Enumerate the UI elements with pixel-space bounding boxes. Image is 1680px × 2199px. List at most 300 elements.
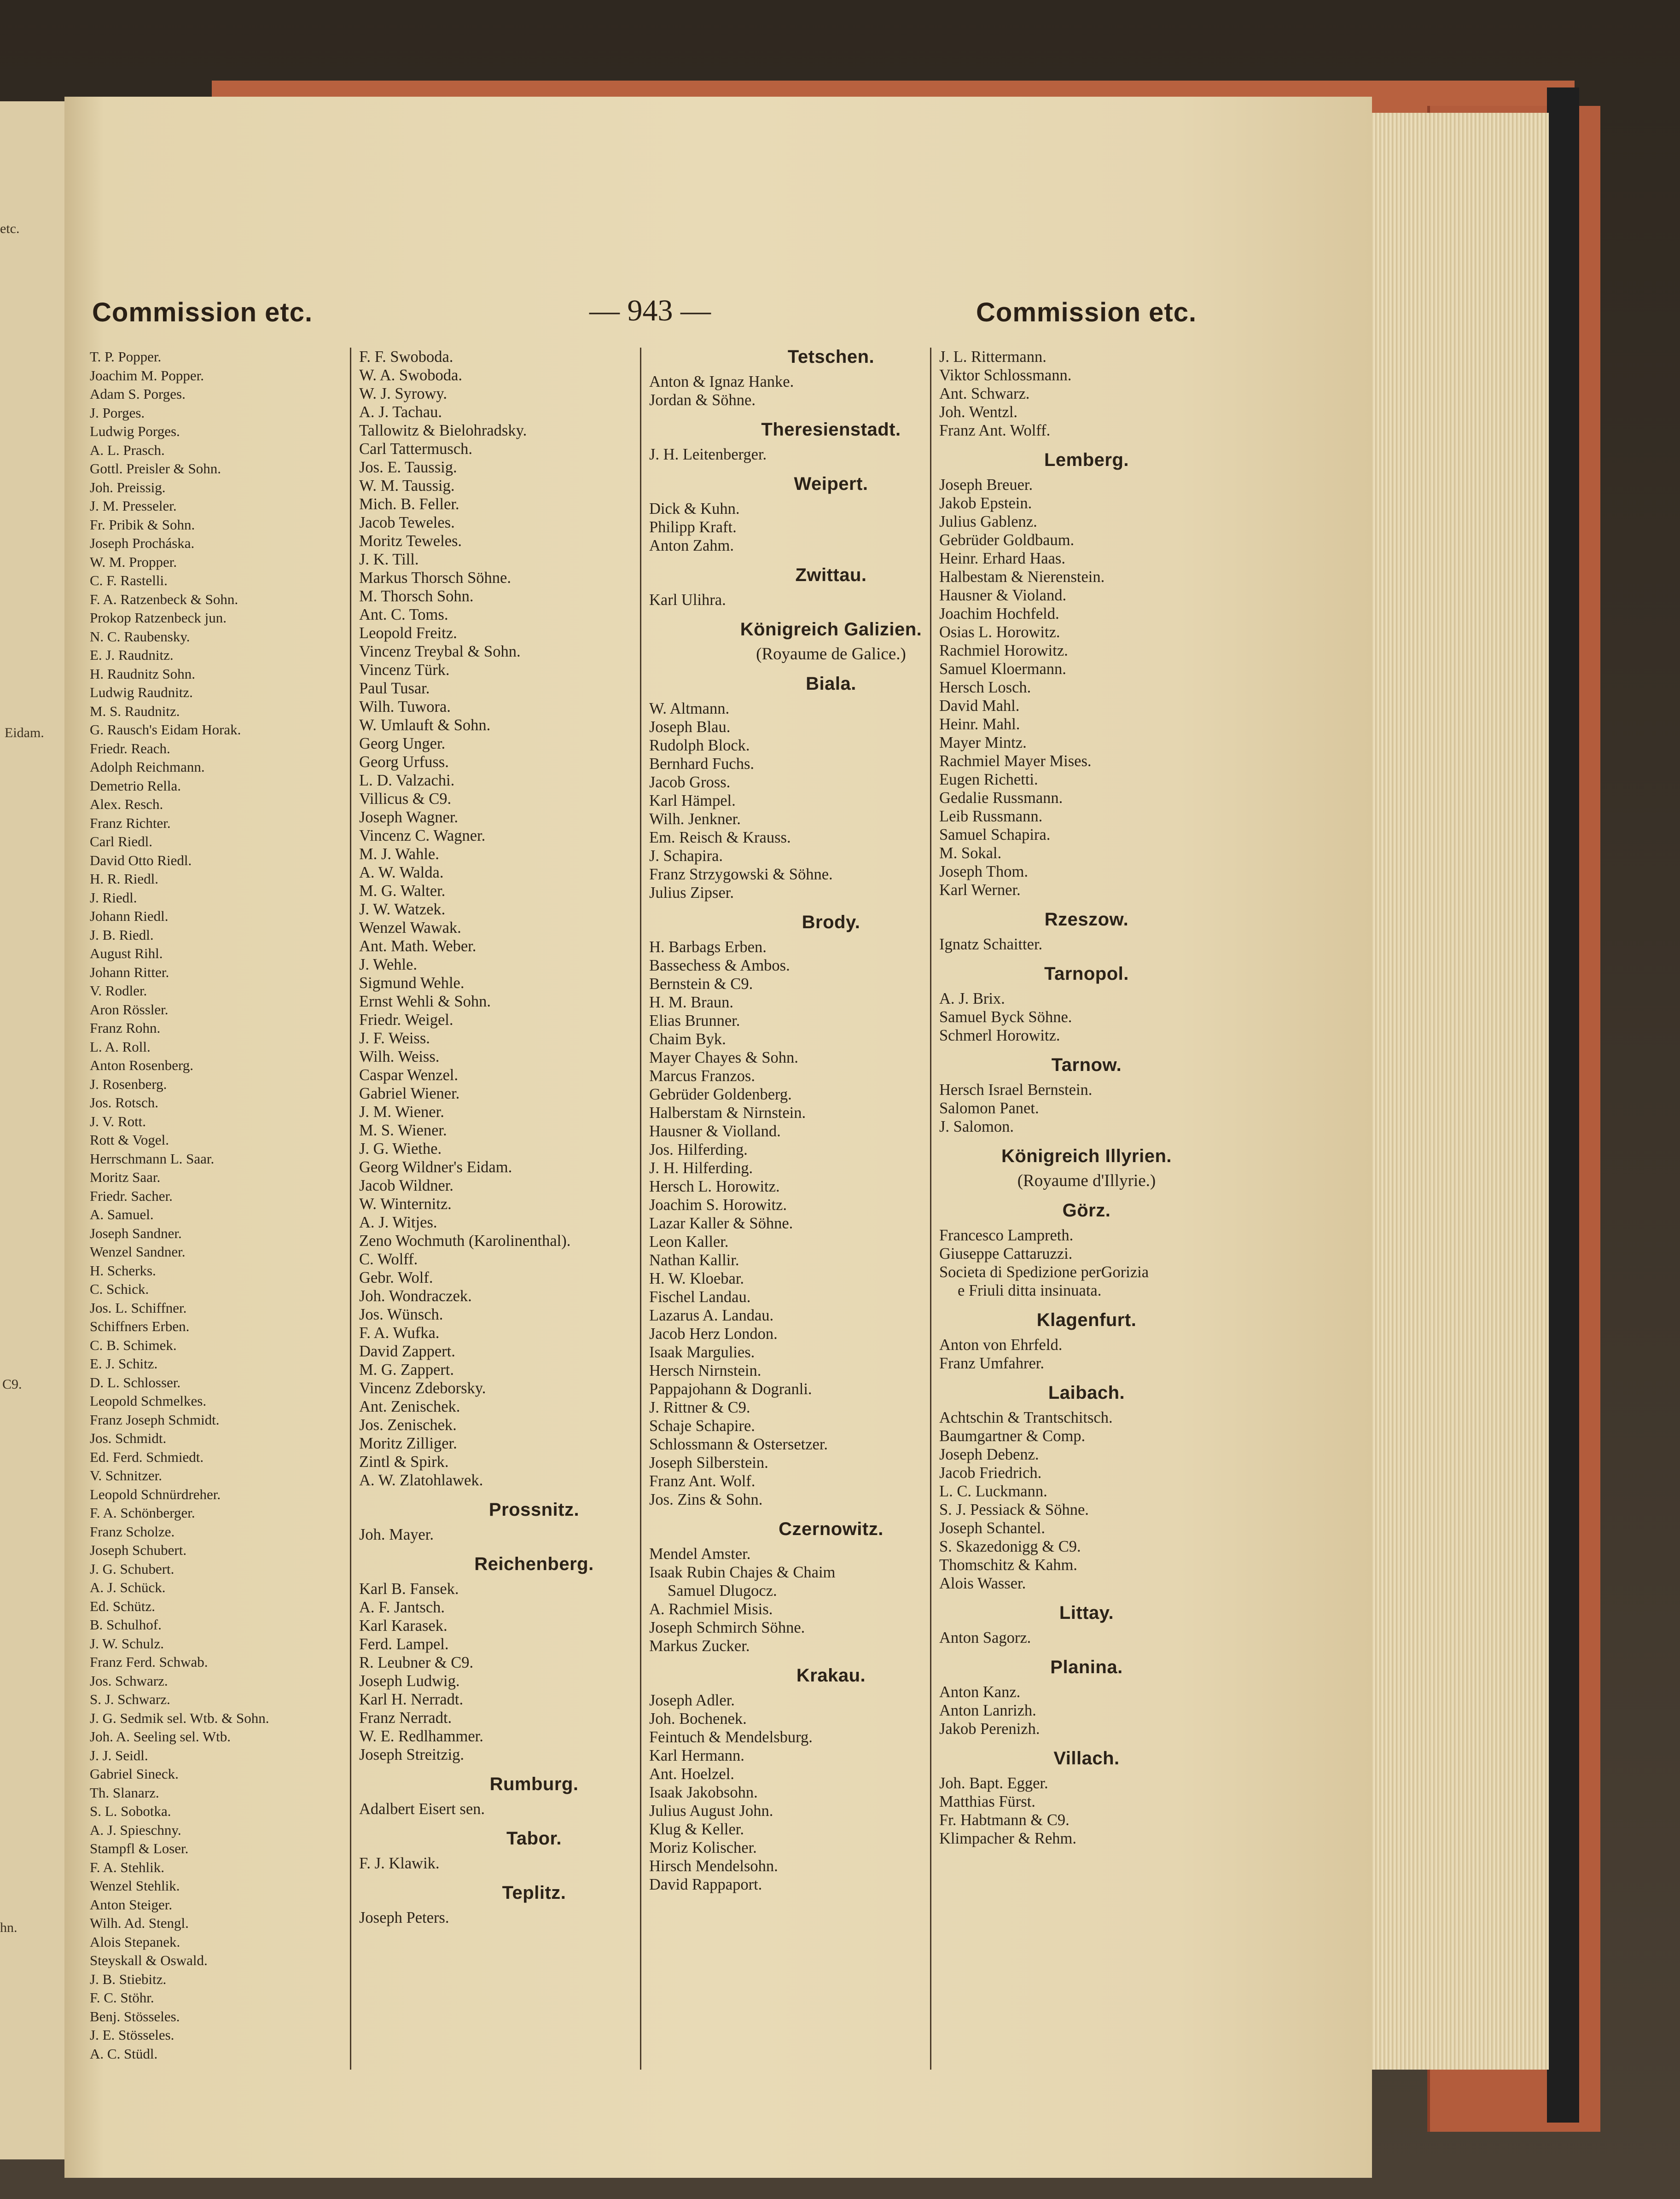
directory-entry: G. Rausch's Eidam Horak.: [90, 721, 241, 738]
page-number: — 943 —: [589, 294, 711, 327]
directory-entry: Anton Lanrizh.: [939, 1702, 1036, 1719]
directory-entry: Hersch Israel Bernstein.: [939, 1081, 1093, 1099]
directory-entry: L. A. Roll.: [90, 1038, 151, 1055]
column-4: [939, 348, 1234, 1848]
directory-entry: W. M. Taussig.: [359, 477, 455, 494]
directory-entry: Mayer Chayes & Sohn.: [649, 1049, 798, 1066]
directory-entry: Franz Richter.: [90, 814, 171, 831]
directory-entry: Adolph Reichmann.: [90, 759, 205, 775]
directory-entry: J. H. Hilferding.: [649, 1159, 753, 1177]
directory-entry: J. V. Rott.: [90, 1113, 146, 1129]
directory-entry: Jacob Teweles.: [359, 514, 455, 531]
directory-entry: Elias Brunner.: [649, 1012, 740, 1030]
region-heading: Königreich Galizien.: [740, 619, 922, 640]
directory-entry: Schlossmann & Ostersetzer.: [649, 1436, 828, 1453]
directory-entry: Wenzel Stehlik.: [90, 1878, 180, 1894]
directory-entry: Ludwig Porges.: [90, 423, 180, 439]
directory-entry: Jacob Wildner.: [359, 1177, 453, 1194]
directory-entry: Hersch L. Horowitz.: [649, 1178, 780, 1195]
directory-entry: Ludwig Raudnitz.: [90, 684, 193, 700]
book-spine-edge: [1547, 87, 1579, 2123]
directory-entry: M. G. Zappert.: [359, 1361, 454, 1379]
directory-entry: Lazarus A. Landau.: [649, 1307, 774, 1324]
directory-entry: Julius Zipser.: [649, 884, 734, 902]
directory-entry: Joh. Wentzl.: [939, 403, 1018, 421]
directory-entry: Gebrüder Goldbaum.: [939, 531, 1075, 549]
directory-entry: J. W. Watzek.: [359, 901, 446, 918]
directory-entry: J. G. Wiethe.: [359, 1140, 442, 1158]
directory-entry: A. J. Schück.: [90, 1579, 166, 1595]
directory-entry: J. Schapira.: [649, 847, 723, 865]
directory-entry: Feintuch & Mendelsburg.: [649, 1728, 813, 1746]
city-heading: Planina.: [1050, 1657, 1123, 1677]
directory-entry: Wenzel Wawak.: [359, 919, 461, 937]
directory-entry: Jos. L. Schiffner.: [90, 1299, 187, 1316]
directory-entry: C. B. Schimek.: [90, 1337, 177, 1353]
directory-entry: E. J. Raudnitz.: [90, 647, 174, 663]
directory-entry: Joseph Schantel.: [939, 1519, 1045, 1537]
directory-entry: Fr. Habtmann & C9.: [939, 1811, 1070, 1829]
directory-entry: Fr. Pribik & Sohn.: [90, 516, 195, 533]
directory-entry: A. J. Witjes.: [359, 1214, 437, 1231]
directory-entry: Franz Ferd. Schwab.: [90, 1654, 208, 1670]
directory-entry: Schiffners Erben.: [90, 1318, 190, 1334]
directory-entry: Carl Tattermusch.: [359, 440, 473, 458]
directory-entry: W. Winternitz.: [359, 1195, 452, 1213]
directory-entry: Joh. Bapt. Egger.: [939, 1774, 1048, 1792]
directory-entry: Demetrio Rella.: [90, 777, 181, 794]
margin-text: C9.: [2, 1377, 22, 1392]
directory-entry: S. L. Sobotka.: [90, 1803, 171, 1819]
directory-entry: Ant. Hoelzel.: [649, 1765, 734, 1783]
directory-entry: Hersch Losch.: [939, 679, 1031, 696]
directory-entry: Johann Riedl.: [90, 908, 169, 924]
directory-entry: B. Schulhof.: [90, 1617, 162, 1633]
directory-entry: Aron Rössler.: [90, 1001, 169, 1018]
directory-entry: Isaak Rubin Chajes & Chaim: [649, 1564, 836, 1581]
directory-entry: Jos. Wünsch.: [359, 1306, 443, 1323]
directory-entry: Rott & Vogel.: [90, 1132, 169, 1148]
directory-entry: V. Schnitzer.: [90, 1467, 162, 1483]
directory-entry: R. Leubner & C9.: [359, 1654, 474, 1671]
directory-entry: F. A. Wufka.: [359, 1324, 440, 1342]
directory-entry: Joachim Hochfeld.: [939, 605, 1059, 622]
directory-entry: Anton Zahm.: [649, 537, 734, 554]
directory-entry: Markus Zucker.: [649, 1637, 750, 1655]
directory-entry: Leib Russmann.: [939, 808, 1043, 825]
directory-entry: Francesco Lampreth.: [939, 1227, 1074, 1244]
directory-entry: J. B. Stiebitz.: [90, 1971, 167, 1987]
directory-entry: C. Schick.: [90, 1281, 149, 1297]
directory-entry: Vincenz Zdeborsky.: [359, 1379, 486, 1397]
running-head-right: Commission etc.: [976, 297, 1197, 327]
directory-entry: Paul Tusar.: [359, 680, 430, 697]
directory-entry: Jos. Zins & Sohn.: [649, 1491, 763, 1508]
directory-entry: Joh. Wondraczek.: [359, 1287, 472, 1305]
directory-entry: T. P. Popper.: [90, 349, 162, 365]
directory-entry: J. W. Schulz.: [90, 1635, 164, 1652]
directory-entry: W. E. Redlhammer.: [359, 1728, 483, 1745]
directory-entry: Hausner & Violand.: [939, 587, 1067, 604]
directory-entry: Joseph Peters.: [359, 1909, 449, 1926]
directory-entry: Gabriel Sineck.: [90, 1766, 179, 1782]
directory-entry: Karl Karasek.: [359, 1617, 448, 1635]
directory-entry: Jacob Friedrich.: [939, 1464, 1042, 1482]
directory-entry: Samuel Dlugocz.: [668, 1582, 777, 1600]
directory-entry: F. F. Swoboda.: [359, 348, 453, 366]
directory-entry: Samuel Schapira.: [939, 826, 1051, 844]
directory-entry: Em. Reisch & Krauss.: [649, 829, 791, 846]
directory-entry: V. Rodler.: [90, 983, 147, 999]
directory-entry: Karl B. Fansek.: [359, 1580, 459, 1598]
directory-entry: Wilh. Weiss.: [359, 1048, 440, 1065]
directory-entry: J. E. Stösseles.: [90, 2027, 174, 2043]
directory-entry: Thomschitz & Kahm.: [939, 1556, 1077, 1574]
directory-entry: J. K. Till.: [359, 551, 419, 568]
directory-entry: Franz Strzygowski & Söhne.: [649, 866, 833, 883]
directory-entry: Bernstein & C9.: [649, 975, 753, 993]
city-heading: Rzeszow.: [1044, 909, 1129, 930]
directory-entry: Moriz Kolischer.: [649, 1839, 757, 1856]
directory-entry: Karl Hermann.: [649, 1747, 744, 1764]
city-heading: Lemberg.: [1044, 450, 1129, 470]
directory-entry: Pappajohann & Dogranli.: [649, 1380, 812, 1398]
region-subtitle: (Royaume de Galice.): [756, 645, 906, 663]
directory-entry: David Mahl.: [939, 697, 1020, 715]
directory-entry: Joh. Preissig.: [90, 479, 166, 495]
directory-entry: Markus Thorsch Söhne.: [359, 569, 511, 587]
directory-entry: H. W. Kloebar.: [649, 1270, 744, 1287]
directory-page: [64, 97, 1372, 2178]
directory-entry: Zeno Wochmuth (Karolinenthal).: [359, 1232, 571, 1250]
directory-entry: Salomon Panet.: [939, 1100, 1039, 1117]
directory-entry: Alois Stepanek.: [90, 1933, 180, 1950]
directory-entry: J. Rosenberg.: [90, 1076, 167, 1092]
directory-entry: Joseph Sandner.: [90, 1225, 182, 1241]
directory-entry: Friedr. Sacher.: [90, 1187, 173, 1204]
directory-entry: Gottl. Preisler & Sohn.: [90, 460, 221, 477]
city-heading: Biala.: [806, 674, 856, 694]
directory-entry: Friedr. Weigel.: [359, 1011, 453, 1029]
directory-entry: Jos. Hilferding.: [649, 1141, 748, 1158]
directory-entry: Joseph Thom.: [939, 863, 1028, 880]
directory-entry: H. M. Braun.: [649, 994, 734, 1011]
directory-entry: Steyskall & Oswald.: [90, 1952, 208, 1968]
directory-entry: Eugen Richetti.: [939, 771, 1038, 788]
directory-entry: A. W. Walda.: [359, 864, 444, 881]
directory-entry: J. L. Rittermann.: [939, 348, 1046, 366]
city-heading: Tetschen.: [787, 347, 875, 367]
directory-entry: M. Sokal.: [939, 844, 1002, 862]
directory-entry: Hausner & Violland.: [649, 1123, 781, 1140]
directory-entry: Halbestam & Nierenstein.: [939, 568, 1105, 586]
directory-entry: H. Barbags Erben.: [649, 938, 767, 956]
directory-entry: Hersch Nirnstein.: [649, 1362, 762, 1379]
directory-entry: Franz Rohn.: [90, 1020, 161, 1036]
directory-entry: Viktor Schlossmann.: [939, 366, 1072, 384]
directory-entry: A. J. Brix.: [939, 990, 1005, 1007]
directory-entry: Dick & Kuhn.: [649, 500, 740, 518]
city-heading: Krakau.: [796, 1665, 866, 1686]
directory-entry: Tallowitz & Bielohradsky.: [359, 422, 527, 439]
directory-entry: W. Umlauft & Sohn.: [359, 716, 491, 734]
directory-entry: Joachim M. Popper.: [90, 367, 204, 384]
directory-entry: Jakob Epstein.: [939, 494, 1032, 512]
directory-entry: Joseph Procháska.: [90, 535, 195, 551]
directory-entry: Isaak Margulies.: [649, 1344, 755, 1361]
directory-entry: Heinr. Erhard Haas.: [939, 550, 1065, 567]
directory-entry: Ignatz Schaitter.: [939, 936, 1043, 953]
directory-entry: J. B. Riedl.: [90, 926, 154, 943]
directory-entry: Joh. A. Seeling sel. Wtb.: [90, 1728, 231, 1745]
directory-entry: J. Porges.: [90, 404, 145, 421]
directory-entry: C. Wolff.: [359, 1251, 418, 1268]
directory-entry: Vincenz C. Wagner.: [359, 827, 486, 844]
directory-entry: Georg Unger.: [359, 735, 446, 752]
directory-entry: F. J. Klawik.: [359, 1855, 440, 1872]
directory-entry: August Rihl.: [90, 945, 163, 961]
directory-entry: Gedalie Russmann.: [939, 789, 1063, 807]
directory-entry: Herrschmann L. Saar.: [90, 1150, 215, 1167]
directory-entry: Adam S. Porges.: [90, 386, 186, 402]
city-heading: Tarnow.: [1051, 1055, 1122, 1075]
directory-entry: Vincenz Türk.: [359, 661, 450, 679]
directory-entry: Jacob Herz London.: [649, 1325, 778, 1343]
directory-entry: Ernst Wehli & Sohn.: [359, 993, 491, 1010]
directory-entry: Joseph Streitzig.: [359, 1746, 465, 1763]
directory-entry: M. S. Wiener.: [359, 1122, 447, 1139]
directory-entry: S. J. Schwarz.: [90, 1691, 170, 1707]
directory-entry: M. S. Raudnitz.: [90, 703, 180, 719]
directory-entry: Jos. E. Taussig.: [359, 459, 457, 476]
directory-entry: Joseph Breuer.: [939, 476, 1033, 494]
directory-entry: Anton Kanz.: [939, 1683, 1021, 1701]
directory-entry: Leopold Freitz.: [359, 624, 457, 642]
directory-entry: Heinr. Mahl.: [939, 716, 1020, 733]
directory-entry: Franz Joseph Schmidt.: [90, 1411, 220, 1428]
directory-entry: Julius Gablenz.: [939, 513, 1037, 530]
directory-entry: Moritz Teweles.: [359, 532, 462, 550]
directory-entry: Klimpacher & Rehm.: [939, 1830, 1076, 1847]
directory-entry: Karl H. Nerradt.: [359, 1691, 464, 1708]
directory-entry: Georg Urfuss.: [359, 753, 449, 771]
margin-text: etc.: [0, 221, 20, 236]
directory-entry: H. R. Riedl.: [90, 871, 158, 887]
directory-entry: Bassechess & Ambos.: [649, 957, 790, 974]
directory-entry: Joh. Bochenek.: [649, 1710, 747, 1728]
directory-entry: Benj. Stösseles.: [90, 2008, 180, 2024]
directory-entry: Lazar Kaller & Söhne.: [649, 1215, 793, 1232]
directory-entry: Schaje Schapire.: [649, 1417, 755, 1435]
directory-entry: Sigmund Wehle.: [359, 974, 465, 992]
directory-entry: J. H. Leitenberger.: [649, 446, 767, 463]
directory-entry: C. F. Rastelli.: [90, 572, 168, 588]
directory-entry: Matthias Fürst.: [939, 1793, 1035, 1810]
directory-entry: Mich. B. Feller.: [359, 495, 459, 513]
directory-entry: Joseph Debenz.: [939, 1446, 1039, 1463]
directory-entry: Ferd. Lampel.: [359, 1635, 449, 1653]
directory-entry: A. F. Jantsch.: [359, 1599, 445, 1616]
directory-entry: Joseph Blau.: [649, 718, 731, 736]
city-heading: Theresienstadt.: [761, 419, 901, 440]
directory-entry: Mendel Amster.: [649, 1545, 751, 1563]
directory-entry: Anton & Ignaz Hanke.: [649, 373, 794, 390]
directory-entry: J. F. Weiss.: [359, 1030, 430, 1047]
directory-entry: J. M. Wiener.: [359, 1103, 444, 1121]
directory-entry: Wilh. Ad. Stengl.: [90, 1915, 189, 1931]
directory-entry: F. A. Ratzenbeck & Sohn.: [90, 591, 238, 607]
directory-entry: Leopold Schnürdreher.: [90, 1486, 221, 1502]
directory-entry: M. G. Walter.: [359, 882, 446, 900]
directory-entry: Achtschin & Trantschitsch.: [939, 1409, 1113, 1426]
region-subtitle: (Royaume d'Illyrie.): [1017, 1171, 1156, 1190]
directory-entry: Gebrüder Goldenberg.: [649, 1086, 792, 1103]
directory-entry: Osias L. Horowitz.: [939, 623, 1060, 641]
directory-entry: N. C. Raubensky.: [90, 628, 190, 645]
city-heading: Laibach.: [1048, 1383, 1125, 1403]
directory-entry: L. D. Valzachi.: [359, 772, 455, 789]
directory-entry: David Rappaport.: [649, 1876, 762, 1893]
directory-entry: E. J. Schitz.: [90, 1355, 158, 1372]
directory-entry: Franz Scholze.: [90, 1523, 175, 1540]
directory-entry: David Zappert.: [359, 1343, 455, 1360]
directory-entry: A. Rachmiel Misis.: [649, 1600, 773, 1618]
directory-entry: H. Raudnitz Sohn.: [90, 665, 196, 682]
directory-entry: J. Riedl.: [90, 889, 137, 906]
directory-entry: Moritz Saar.: [90, 1169, 161, 1185]
directory-entry: Samuel Kloermann.: [939, 660, 1066, 678]
directory-entry: Stampfl & Loser.: [90, 1840, 189, 1856]
directory-entry: F. C. Stöhr.: [90, 1990, 154, 2006]
directory-entry: W. A. Swoboda.: [359, 366, 462, 384]
directory-entry: Anton Steiger.: [90, 1896, 173, 1913]
directory-entry: Alois Wasser.: [939, 1575, 1026, 1592]
directory-entry: Ed. Schütz.: [90, 1598, 156, 1614]
directory-entry: Schmerl Horowitz.: [939, 1027, 1060, 1044]
directory-entry: Isaak Jakobsohn.: [649, 1784, 758, 1801]
margin-text: Eidam.: [5, 725, 44, 740]
directory-entry: Caspar Wenzel.: [359, 1066, 459, 1084]
directory-entry: Jakob Perenizh.: [939, 1720, 1040, 1738]
directory-entry: Anton von Ehrfeld.: [939, 1336, 1063, 1354]
city-heading: Teplitz.: [502, 1883, 566, 1903]
directory-entry: M. Thorsch Sohn.: [359, 588, 474, 605]
directory-entry: W. Altmann.: [649, 700, 730, 717]
directory-entry: S. Skazedonigg & C9.: [939, 1538, 1081, 1555]
directory-entry: Karl Werner.: [939, 881, 1021, 899]
directory-entry: W. M. Propper.: [90, 553, 177, 570]
column-1: [90, 348, 366, 2063]
city-heading: Tabor.: [506, 1828, 562, 1849]
directory-entry: Joseph Ludwig.: [359, 1672, 460, 1690]
directory-entry: A. J. Spieschny.: [90, 1821, 181, 1838]
directory-entry: Ant. Schwarz.: [939, 385, 1030, 402]
page-header: [64, 294, 1372, 338]
directory-entry: Halberstam & Nirnstein.: [649, 1104, 806, 1122]
directory-entry: Johann Ritter.: [90, 964, 169, 980]
city-heading: Reichenberg.: [474, 1554, 594, 1574]
directory-entry: L. C. Luckmann.: [939, 1483, 1047, 1500]
directory-entry: Joseph Silberstein.: [649, 1454, 768, 1472]
directory-entry: Prokop Ratzenbeck jun.: [90, 610, 227, 626]
directory-entry: Gebr. Wolf.: [359, 1269, 433, 1286]
directory-entry: Rachmiel Mayer Mises.: [939, 752, 1092, 770]
directory-entry: Franz Ant. Wolff.: [939, 422, 1051, 439]
directory-entry: W. J. Syrowy.: [359, 385, 448, 402]
directory-entry: Vincenz Treybal & Sohn.: [359, 643, 521, 660]
running-head-left: Commission etc.: [92, 297, 313, 327]
directory-entry: J. Rittner & C9.: [649, 1399, 750, 1416]
city-heading: Weipert.: [794, 474, 868, 494]
directory-entry: Leon Kaller.: [649, 1233, 729, 1251]
directory-entry: Rachmiel Horowitz.: [939, 642, 1068, 659]
left-page-edge: [0, 101, 74, 2159]
directory-entry: Mayer Mintz.: [939, 734, 1027, 751]
margin-text: hn.: [0, 1920, 17, 1935]
directory-entry: Jacob Gross.: [649, 774, 731, 791]
directory-entry: F. A. Stehlik.: [90, 1859, 165, 1875]
directory-entry: J. Salomon.: [939, 1118, 1014, 1135]
directory-entry: Leopold Schmelkes.: [90, 1393, 207, 1409]
directory-entry: A. W. Zlatohlawek.: [359, 1472, 483, 1489]
directory-entry: Anton Sagorz.: [939, 1629, 1031, 1646]
directory-entry: Joseph Schubert.: [90, 1542, 187, 1558]
directory-entry: Ant. Math. Weber.: [359, 937, 477, 955]
directory-entry: Ant. C. Toms.: [359, 606, 448, 623]
directory-entry: Th. Slanarz.: [90, 1784, 159, 1801]
directory-entry: J. G. Schubert.: [90, 1560, 174, 1577]
directory-entry: J. Wehle.: [359, 956, 417, 973]
directory-entry: Marcus Franzos.: [649, 1067, 755, 1085]
directory-entry: Giuseppe Cattaruzzi.: [939, 1245, 1073, 1262]
directory-entry: J. J. Seidl.: [90, 1747, 148, 1763]
directory-entry: Franz Umfahrer.: [939, 1355, 1044, 1372]
directory-entry: Ant. Zenischek.: [359, 1398, 460, 1415]
directory-entry: Anton Rosenberg.: [90, 1057, 194, 1073]
directory-entry: Georg Wildner's Eidam.: [359, 1158, 512, 1176]
city-heading: Littay.: [1059, 1603, 1114, 1623]
directory-entry: Adalbert Eisert sen.: [359, 1800, 485, 1818]
directory-entry: Carl Riedl.: [90, 833, 153, 849]
directory-entry: Jos. Zenischek.: [359, 1416, 457, 1434]
directory-entry: H. Scherks.: [90, 1262, 156, 1279]
directory-entry: F. A. Schönberger.: [90, 1505, 195, 1521]
directory-entry: A. L. Prasch.: [90, 442, 165, 458]
directory-entry: Bernhard Fuchs.: [649, 755, 755, 773]
directory-entry: J. M. Presseler.: [90, 498, 177, 514]
directory-entry: Karl Hämpel.: [649, 792, 736, 809]
directory-entry: Joachim S. Horowitz.: [649, 1196, 787, 1214]
directory-entry: M. J. Wahle.: [359, 845, 439, 863]
directory-entry: Baumgartner & Comp.: [939, 1427, 1086, 1445]
directory-entry: Alex. Resch.: [90, 796, 163, 812]
directory-entry: J. G. Sedmik sel. Wtb. & Sohn.: [90, 1710, 269, 1726]
city-heading: Rumburg.: [489, 1774, 579, 1794]
directory-entry: A. C. Stüdl.: [90, 2045, 158, 2062]
page-fore-edge: [1354, 113, 1549, 2070]
directory-entry: Klug & Keller.: [649, 1821, 744, 1838]
directory-entry: e Friuli ditta insinuata.: [958, 1282, 1102, 1299]
directory-entry: Nathan Kallir.: [649, 1251, 739, 1269]
directory-entry: Karl Ulihra.: [649, 591, 726, 609]
directory-entry: Joseph Schmirch Söhne.: [649, 1619, 805, 1636]
region-heading: Königreich Illyrien.: [1001, 1146, 1172, 1166]
city-heading: Brody.: [802, 912, 860, 932]
directory-entry: Jos. Schwarz.: [90, 1672, 168, 1689]
directory-entry: Jos. Rotsch.: [90, 1094, 158, 1111]
city-heading: Zwittau.: [795, 565, 867, 585]
directory-entry: Gabriel Wiener.: [359, 1085, 460, 1102]
